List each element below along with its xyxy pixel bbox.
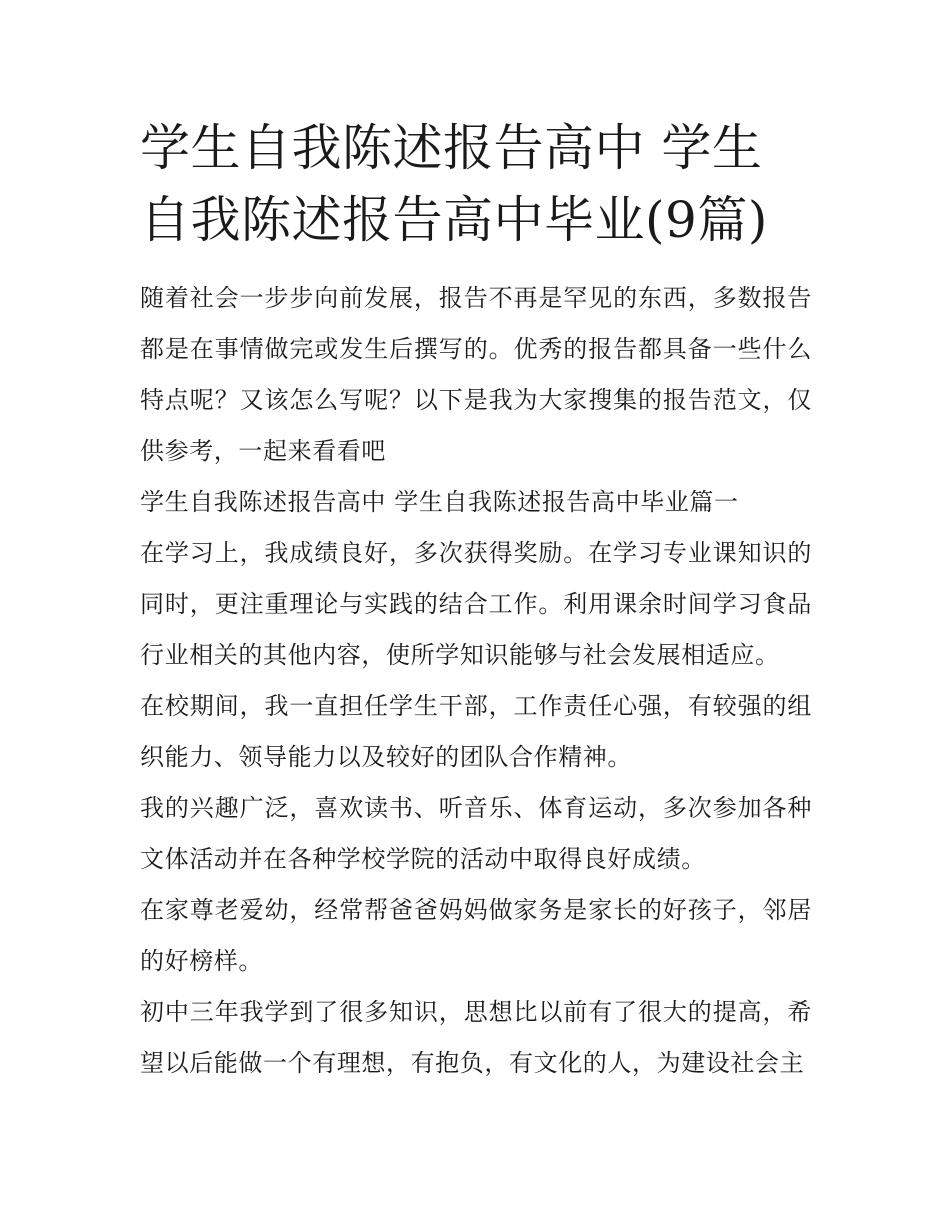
intro-paragraph: 随着社会一步步向前发展，报告不再是罕见的东西，多数报告都是在事情做完或发生后撰写的。优秀的报告都具备一些什么特点呢？又该怎么写呢？以下是我为大家搜集的报告范文，仅供参考，一起来看看吧	[140, 284, 812, 465]
document-title: 学生自我陈述报告高中 学生自我陈述报告高中毕业(9篇)	[140, 119, 768, 249]
document-page	[140, 112, 812, 1089]
section-heading: 学生自我陈述报告高中 学生自我陈述报告高中毕业篇一	[140, 488, 739, 516]
body-paragraph: 在校期间，我一直担任学生干部，工作责任心强，有较强的组织能力、领导能力以及较好的团队合作精神。	[140, 692, 812, 771]
document-body	[140, 273, 812, 1089]
body-paragraph: 我的兴趣广泛，喜欢读书、听音乐、体育运动，多次参加各种文体活动并在各种学校学院的活动中取得良好成绩。	[140, 794, 812, 873]
body-paragraph: 初中三年我学到了很多知识，思想比以前有了很大的提高，希望以后能做一个有理想，有抱负，有文化的人，为建设社会主	[140, 998, 812, 1077]
body-paragraph: 在家尊老爱幼，经常帮爸爸妈妈做家务是家长的好孩子，邻居的好榜样。	[140, 896, 812, 975]
body-paragraph: 在学习上，我成绩良好，多次获得奖励。在学习专业课知识的同时，更注重理论与实践的结合工作。利用课余时间学习食品行业相关的其他内容，使所学知识能够与社会发展相适应。	[140, 539, 812, 669]
